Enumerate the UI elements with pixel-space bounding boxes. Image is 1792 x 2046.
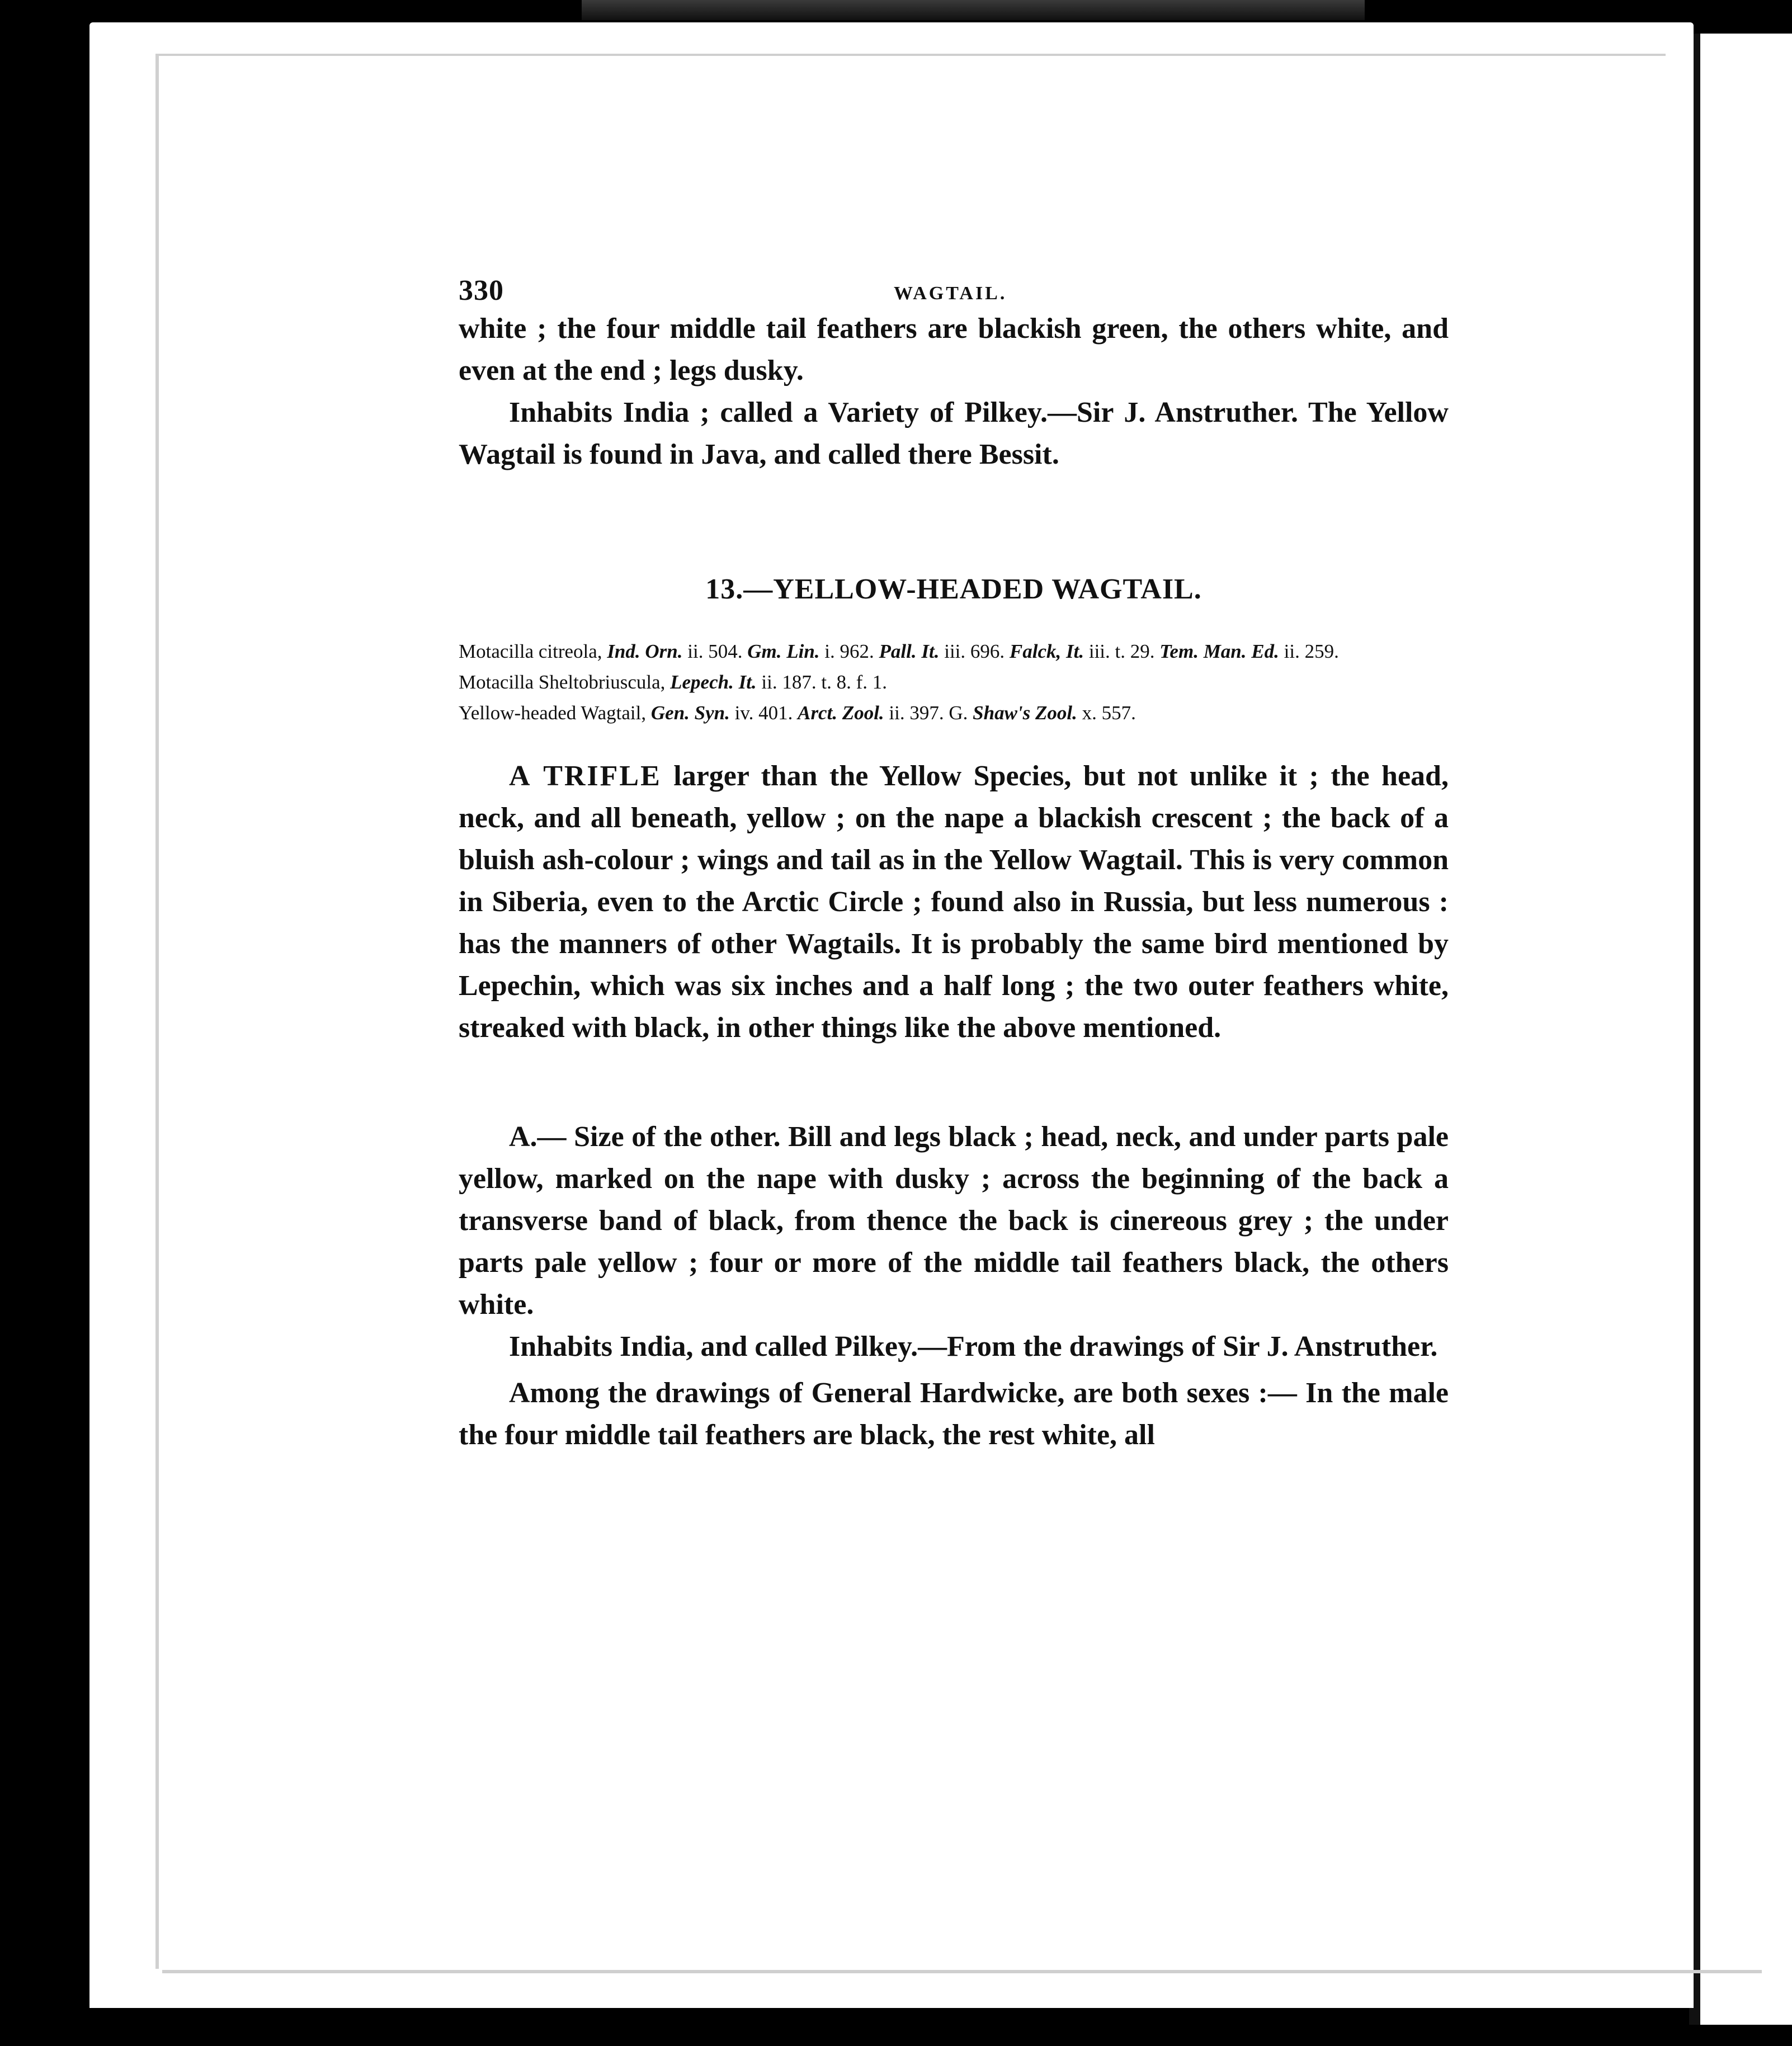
running-head xyxy=(459,263,1449,308)
synonymy xyxy=(408,636,1449,728)
paragraph: Among the drawings of General Hardwicke, are both sexes :— In the male the four middle tail feathers are black, the rest white, all xyxy=(459,1377,1449,1451)
book-edge-top xyxy=(582,0,1365,20)
text-column xyxy=(459,263,1449,1456)
page-number: 330 xyxy=(459,275,504,307)
variety-description: A.— Size of the other. Bill and legs black ; head, neck, and under parts pale yellow, marked on the nape with dusky ; across the beginning of the back a transverse band of black, from thence the back is cinereous grey ; the under parts pale yellow ; four or more of the middle tail feathers black, the others white. xyxy=(459,1121,1449,1321)
paragraph: Inhabits India, and called Pilkey.—From the drawings of Sir J. Anstruther. xyxy=(509,1331,1438,1363)
facing-page-edge xyxy=(1700,34,1792,2025)
page-edge-line xyxy=(155,56,159,1969)
paragraph: Inhabits India ; called a Variety of Pilkey.—Sir J. Anstruther. The Yellow Wagtail is found in Java, and called there Bessit. xyxy=(459,397,1449,470)
paragraph: white ; the four middle tail feathers are blackish green, the others white, and even at the end ; legs dusky. xyxy=(459,313,1449,386)
lead-small-caps: A TRIFLE xyxy=(509,760,662,792)
synonym-entry: Yellow-headed Wagtail, Gen. Syn. iv. 401. Arct. Zool. ii. 397. G. Shaw's Zool. x. 557. xyxy=(459,702,1136,724)
running-title: WAGTAIL. xyxy=(894,283,1007,304)
page-edge-line xyxy=(162,1970,1762,1973)
species-heading: 13.—YELLOW-HEADED WAGTAIL. xyxy=(705,573,1202,605)
species-description: A TRIFLE larger than the Yellow Species, but not unlike it ; the head, neck, and all beneath, yellow ; on the nape a blackish crescent ; the back of a bluish ash-colour ; wings and tail as in the Yellow Wagtail. This is very common in Siberia, even to the Arctic Circle ; found also in Russia, but less numerous : has the manners of other Wagtails. It is probably the same bird mentioned by Lepechin, which was six inches and a half long ; the two outer feathers white, streaked with black, in other things like the above mentioned. xyxy=(459,760,1449,1044)
page-edge-line xyxy=(155,54,1666,56)
synonym-entry: Motacilla Sheltobriuscula, Lepech. It. ii. 187. t. 8. f. 1. xyxy=(459,671,887,693)
synonym-entry: Motacilla citreola, Ind. Orn. ii. 504. Gm. Lin. i. 962. Pall. It. iii. 696. Falck, It. iii. t. 29. Tem. Man. Ed. ii. 259. xyxy=(459,640,1339,662)
